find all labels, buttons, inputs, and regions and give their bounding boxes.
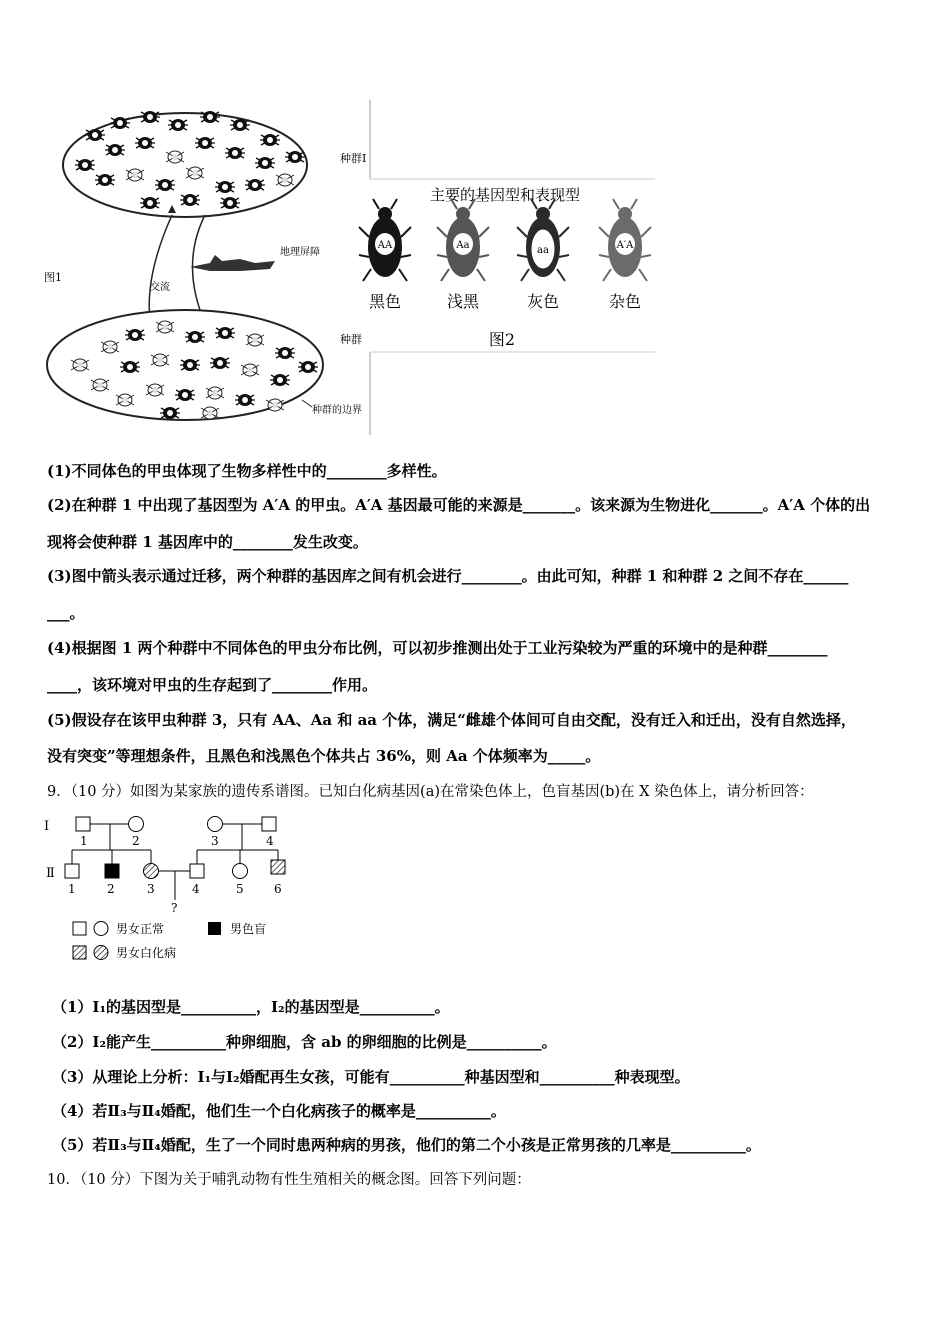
q9-sub2: （2）Ⅰ₂能产生__________种卵细胞，含 ab 的卵细胞的比例是__________。 (52, 1033, 557, 1051)
population-1 (63, 111, 307, 217)
exchange-label: 交流 (150, 282, 170, 293)
II-3-number: 3 (147, 882, 155, 896)
pedigree-chart (40, 810, 310, 965)
I-4-normal-male (262, 817, 276, 831)
I-3-normal-female (208, 817, 223, 832)
legend-albino-male-icon (73, 946, 86, 959)
II-5-normal-female (233, 864, 248, 879)
genotype-Aa: Aa (456, 240, 470, 251)
barrier-label: 地理屏障 (280, 247, 320, 258)
q8-part4-line1: (4)根据图 1 两个种群中不同体色的甲虫分布比例，可以初步推测出处于工业污染较为严重的环境中的是种群________ (47, 639, 828, 657)
figure1-label: 图1 (44, 271, 62, 284)
II-2-colorblind-male (105, 864, 119, 878)
I-4-number: 4 (266, 834, 274, 848)
q9-sub3: （3）从理论上分析：Ⅰ₁与Ⅰ₂婚配再生女孩，可能有__________种基因型和__________种表现型。 (52, 1068, 690, 1086)
II-3-albino-female (144, 864, 159, 879)
q8-part5-line2: 没有突变”等理想条件，且黑色和浅黑色个体共占 36%，则 Aa 个体频率为_____。 (47, 747, 601, 765)
q8-part2-line2: 现将会使种群 1 基因库中的________发生改变。 (47, 533, 368, 551)
population-2-label: 种群 (340, 333, 362, 346)
legend-normal-female-icon (94, 922, 108, 936)
figure2-label: 图2 (488, 330, 516, 349)
II-1-normal-male (65, 864, 79, 878)
offspring-question: ? (171, 901, 178, 915)
generation-1-label: Ⅰ (44, 819, 50, 834)
phenotype-light-black: 浅黑 (446, 292, 480, 311)
I-2-normal-female (129, 817, 144, 832)
boundary-label: 种群的边界 (312, 405, 362, 416)
beetle-AA (359, 199, 411, 311)
I-1-number: 1 (80, 834, 88, 848)
q8-part3-line1: (3)图中箭头表示通过迁移，两个种群的基因库之间有机会进行________。由此可知，种群 1 和种群 2 之间不存在______ (47, 567, 849, 585)
figure2-title: 主要的基因型和表现型 (430, 186, 581, 204)
II-5-number: 5 (236, 882, 244, 896)
II-6-albino-male (271, 860, 285, 874)
figure-beetle-populations (40, 95, 665, 440)
q8-part1: (1)不同体色的甲虫体现了生物多样性中的________多样性。 (47, 462, 447, 480)
legend-normal-male-icon (73, 922, 86, 935)
q9-header: 9．（10 分）如图为某家族的遗传系谱图。已知白化病基因(a)在常染色体上，色盲基因(b)在 X 染色体上，请分析回答： (47, 784, 814, 800)
generation-2-label: Ⅱ (46, 866, 55, 881)
q10-header: 10．（10 分）下图为关于哺乳动物有性生殖相关的概念图。回答下列问题： (47, 1172, 531, 1188)
phenotype-black: 黑色 (368, 292, 402, 311)
I-1-normal-male (76, 817, 90, 831)
genotype-A-prime-A: A′A (616, 240, 634, 251)
II-4-normal-male (190, 864, 204, 878)
legend-normal-label: 男女正常 (116, 922, 165, 936)
II-4-number: 4 (192, 882, 200, 896)
legend-albino-label: 男女白化病 (116, 946, 177, 960)
II-2-number: 2 (107, 882, 115, 896)
I-3-number: 3 (211, 834, 219, 848)
beetle-A-prime-A (599, 199, 651, 311)
I-2-number: 2 (132, 834, 140, 848)
II-1-number: 1 (68, 882, 76, 896)
phenotype-gray: 灰色 (526, 292, 560, 311)
q9-sub4: （4）若Ⅱ₃与Ⅱ₄婚配，他们生一个白化病孩子的概率是__________。 (52, 1102, 506, 1120)
genotype-AA: AA (377, 240, 393, 251)
q9-sub5: （5）若Ⅱ₃与Ⅱ₄婚配，生了一个同时患两种病的男孩，他们的第二个小孩是正常男孩的几率是__________。 (52, 1136, 761, 1154)
genotype-aa: aa (537, 245, 549, 256)
phenotype-mottled: 杂色 (608, 292, 642, 311)
q8-part5-line1: (5)假设存在该甲虫种群 3，只有 AA、Aa 和 aa 个体，满足“雌雄个体间可自由交配，没有迁入和迁出，没有自然选择， (47, 711, 856, 729)
II-6-number: 6 (274, 882, 282, 896)
q9-sub1: （1）Ⅰ₁的基因型是__________，Ⅰ₂的基因型是__________。 (52, 998, 450, 1016)
legend-colorblind-icon (208, 922, 221, 935)
q8-part3-line2: ___。 (47, 604, 85, 622)
q8-part4-line2: ____，该环境对甲虫的生存起到了________作用。 (47, 676, 378, 694)
beetle-Aa (437, 199, 489, 311)
beetle-aa (517, 199, 569, 311)
q8-part2-line1: (2)在种群 1 中出现了基因型为 A′A 的甲虫。A′A 基因最可能的来源是_______。该来源为生物进化_______。A′A 个体的出 (47, 496, 871, 514)
legend-colorblind-label: 男色盲 (230, 922, 267, 936)
population-2 (47, 310, 323, 420)
legend-albino-female-icon (94, 946, 108, 960)
population-1-label: 种群Ⅰ (340, 152, 367, 165)
